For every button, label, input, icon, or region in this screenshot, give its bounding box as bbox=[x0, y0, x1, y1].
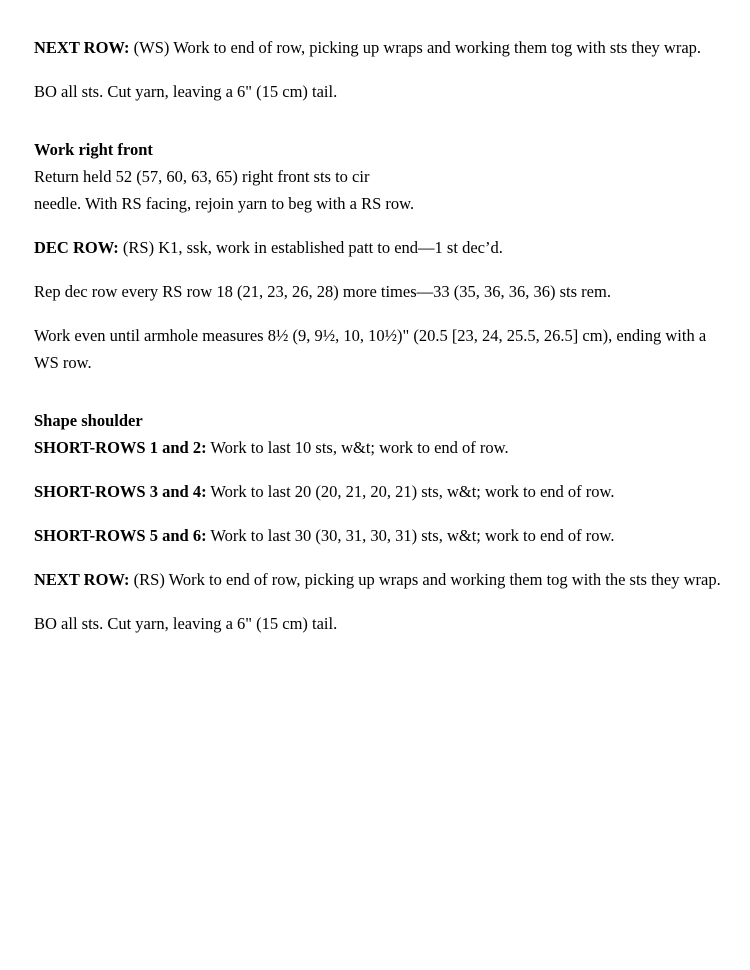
instruction-label: SHORT-ROWS 1 and 2: bbox=[34, 438, 207, 457]
instruction-bind-off bbox=[34, 78, 724, 105]
instruction-text: Work to last 20 (20, 21, 20, 21) sts, w&t; work to end of row. bbox=[206, 482, 615, 501]
instruction-bind-off-final bbox=[34, 610, 724, 637]
instruction-text: Work to last 30 (30, 31, 30, 31) sts, w&t; work to end of row. bbox=[206, 526, 615, 545]
instruction-next-row-rs bbox=[34, 566, 724, 593]
instruction-short-rows-3-4 bbox=[34, 478, 724, 505]
instruction-label: SHORT-ROWS 5 and 6: bbox=[34, 526, 207, 545]
instruction-work-even bbox=[34, 322, 724, 376]
instruction-dec-row bbox=[34, 234, 724, 261]
section-heading: Work right front bbox=[34, 140, 153, 159]
instruction-label: NEXT ROW: bbox=[34, 38, 130, 57]
instruction-short-rows-5-6 bbox=[34, 522, 724, 549]
document-page bbox=[34, 34, 724, 654]
instruction-label: SHORT-ROWS 3 and 4: bbox=[34, 482, 207, 501]
instruction-text: (RS) Work to end of row, picking up wraps and working them tog with the sts they wrap. bbox=[129, 570, 721, 589]
instruction-text: Work to last 10 sts, w&t; work to end of row. bbox=[206, 438, 509, 457]
section-work-right-front bbox=[34, 136, 724, 376]
instruction-text-line: needle. With RS facing, rejoin yarn to beg with a RS row. bbox=[34, 194, 415, 213]
instruction-label: DEC ROW: bbox=[34, 238, 119, 257]
instruction-text: Rep dec row every RS row 18 (21, 23, 26, 28) more times—33 (35, 36, 36, 36) sts rem. bbox=[34, 282, 611, 301]
instruction-text: Work even until armhole measures 8½ (9, 9½, 10, 10½)" (20.5 [23, 24, 25.5, 26.5] cm), ending with a WS row. bbox=[34, 326, 707, 372]
instruction-text: BO all sts. Cut yarn, leaving a 6" (15 cm) tail. bbox=[34, 614, 338, 633]
instruction-next-row-ws bbox=[34, 34, 724, 61]
instruction-rep-dec-row bbox=[34, 278, 724, 305]
instruction-text: BO all sts. Cut yarn, leaving a 6" (15 cm) tail. bbox=[34, 82, 338, 101]
instruction-text-line: Return held 52 (57, 60, 63, 65) right front sts to cir bbox=[34, 167, 370, 186]
instruction-text: (RS) K1, ssk, work in established patt to end—1 st dec’d. bbox=[118, 238, 503, 257]
section-shape-shoulder bbox=[34, 407, 724, 637]
instruction-return-held-sts bbox=[34, 163, 724, 217]
instruction-short-rows-1-2 bbox=[34, 434, 724, 461]
instruction-label: NEXT ROW: bbox=[34, 570, 130, 589]
instruction-text: (WS) Work to end of row, picking up wraps and working them tog with sts they wrap. bbox=[129, 38, 702, 57]
section-heading: Shape shoulder bbox=[34, 411, 143, 430]
